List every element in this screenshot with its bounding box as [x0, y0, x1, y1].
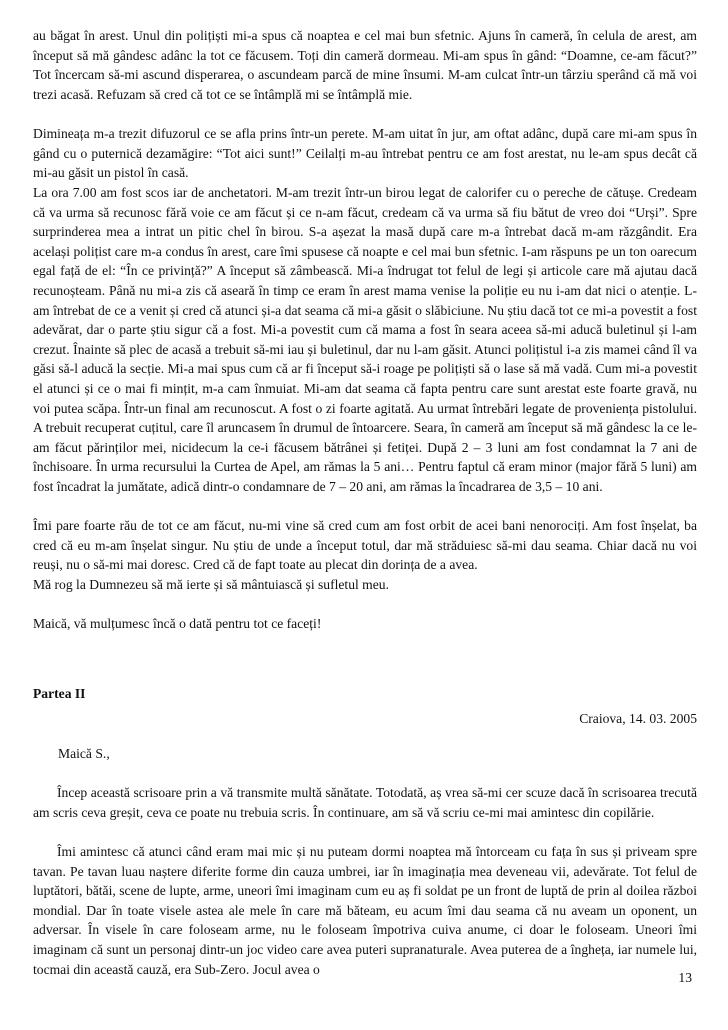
paragraph-interrogation: La ora 7.00 am fost scos iar de anchetatori. M-am trezit într-un birou legat de calorifer cu o pereche de cătușe. Credeam că va urma să recunosc fără voie ce am făcut și ce n-am făcut, credeam că va urma să fiu bătut de vreo doi “Urși”. Spre surprinderea mea a intrat un pitic chel în birou. S-a așezat la masă după care m-a întrebat dacă m-am răzgândit. Era același polițist care m-a condus în arest, care îmi spusese că noapte e cel mai bun sfetnic. I-am răspuns pe un ton oarecum egal față de el: “În ce privință?” A început să zâmbească. Mi-a îndrugat tot felul de legi și articole care mă ajutau dacă recunoșteam. Până nu mi-a zis că aseară în timp ce eram în arest mama venise la poliție eu nu i-am dat nici o atenție. L-am întrebat de ce a venit și cred că atunci și-a dat seama că mi-a găsit o slăbiciune. Nu știu dacă tot ce mi-a povestit a fost adevărat, dar o parte știu sigur că a fost. Mi-a povestit cum că mama a fost în seara aceea să-mi aducă buletinul și l-am crezut. Înainte să plec de acasă a trebuit să-mi iau și buletinul, dar nu l-am găsit. Atunci polițistul i-a zis mamei când îl va găsi să-l aducă la secție. Mi-a mai spus cum că ar fi început să-i roage pe polițiști să o lase să mă vadă. Cum mi-a povestit el atunci și ce o mai fi mințit, m-a cam înmuiat. Mi-am dat seama că fapta pentru care sunt arestat este foarte gravă, nu voi putea scăpa. Într-un final am recunoscut. A fost o zi foarte agitată. Au urmat întrebări legate de proveniența pistolului. A trebuit recuperat cuțitul, care îl aruncasem în drumul de întoarcere. Seara, în cameră am început să mă gândesc la ce le-am făcut părinților mei, nicidecum la ce-i făcusem bătrânei și fetiței. După 2 – 3 luni am fost condamnat la 7 ani de închisoare. În urma recursului la Curtea de Apel, am rămas la 5 ani… Pentru faptul că eram minor (major fără 5 luni) am fost încadrat la jumătate, adică dintr-o condamnare de 7 – 20 ani, am rămas la încadrarea de 3,5 – 10 ani.	[33, 185, 697, 494]
paragraph-morning: Dimineața m-a trezit difuzorul ce se afla prins într-un perete. M-am uitat în jur, am oftat adânc, după care mi-am spus în gând cu o puternică dezamăgire: “Tot aici sunt!” Ceilalți m-au întrebat pentru ce am fost arestat, nu le-am spus decât că mi-au găsit un pistol în casă.	[33, 126, 697, 181]
letter-paragraph-intro: Încep această scrisoare prin a vă transmite multă sănătate. Totodată, aș vrea să-mi cer scuze dacă în scrisoarea trecută am scris ceva greșit, ceva ce poate nu trebuia scris. În continuare, am să vă scriu ce-mi mai amintesc din copilărie.	[33, 785, 697, 820]
place-date: Craiova, 14. 03. 2005	[579, 711, 697, 726]
paragraph-thanks: Maică, vă mulțumesc încă o dată pentru tot ce faceți!	[33, 616, 322, 631]
paragraph-regret: Îmi pare foarte rău de tot ce am făcut, nu-mi vine să cred cum am fost orbit de acei bani nenorociți. Am fost înșelat, ba cred că eu m-am înșelat singur. Nu știu de unde a început totul, dar mă străduiesc să-mi dau seama. Chiar dacă nu voi reuși, nu o să-mi mai doresc. Cred că de fapt toate au plecat din dorința de a avea.	[33, 518, 697, 573]
paragraph-arrest-night: au băgat în arest. Unul din polițiști mi-a spus că noaptea e cel mai bun sfetnic. Ajuns în cameră, în celula de arest, am început să mă gândesc adânc la tot ce făcusem. Toți din cameră dormeau. Mi-am spus în gând: “Doamne, ce-am făcut?” Tot încercam să-mi ascund disperarea, o ascundeam parcă de mine însumi. M-am culcat într-un târziu sperând că mă voi trezi acasă. Refuzam să cred că tot ce se întâmplă mi se întâmplă mie.	[33, 28, 697, 102]
paragraph-prayer: Mă rog la Dumnezeu să mă ierte și să mântuiască și sufletul meu.	[33, 577, 389, 592]
page-number: 13	[678, 970, 692, 985]
letter-paragraph-childhood: Îmi amintesc că atunci când eram mai mic și nu puteam dormi noaptea mă întorceam cu fața în sus și priveam spre tavan. Pe tavan luau naștere diferite forme din cauza umbrei, iar în imaginația mea deveneau vii, adevărate. Tot felul de luptători, bătăi, scene de lupte, arme, uneori îmi imaginam cum eu aș fi soldat pe un front de luptă de prin al doilea război mondial. Dar în toate visele astea ale mele în care mă băteam, eu acum îmi dau seama că nu aveam un oponent, un adversar. În visele în care foloseam arme, nu le foloseam împotriva cuiva anume, ci doar le foloseam. Uneori îmi imaginam că sunt un personaj dintr-un joc video care avea puteri supranaturale. Avea puterea de a îngheța, iar numele lui, tocmai din această cauză, era Sub-Zero. Jocul avea o	[33, 844, 697, 977]
salutation: Maică S.,	[58, 746, 110, 761]
part-heading: Partea II	[33, 686, 86, 701]
